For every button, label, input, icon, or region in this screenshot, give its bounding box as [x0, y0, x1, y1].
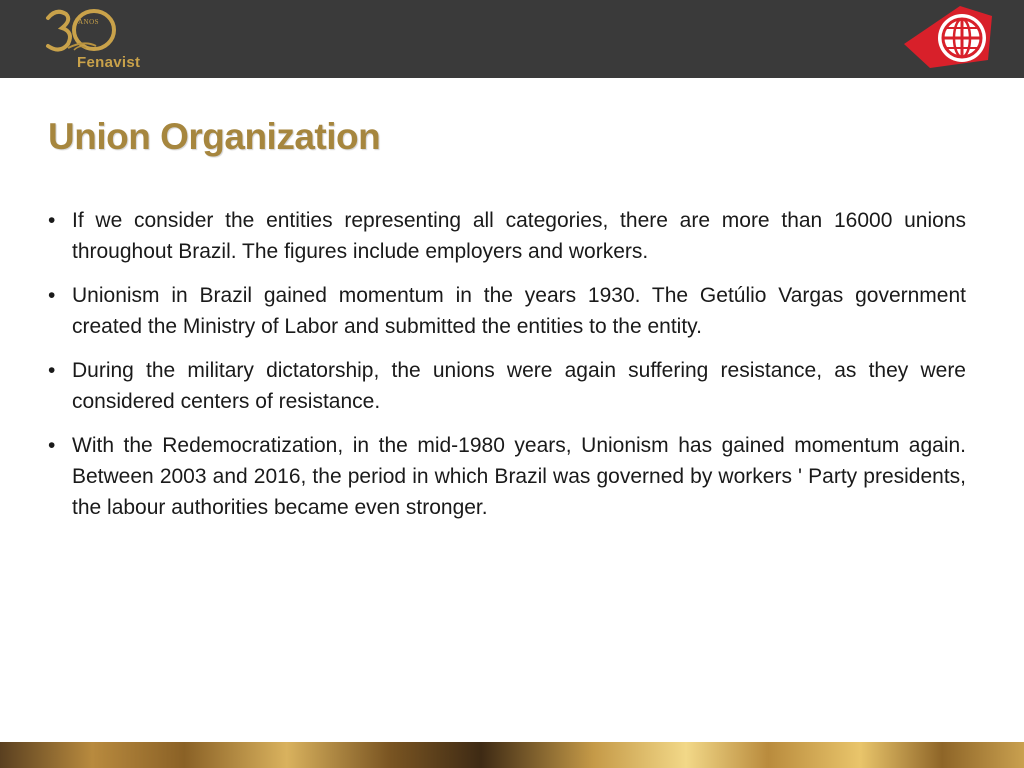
bullet-text: If we consider the entities representing all categories, there are more than 16000 unions throughout Brazil. The figures include employers and workers.: [72, 209, 966, 263]
fenavist-30-anos-logo: [40, 4, 160, 74]
bullet-text: During the military dictatorship, the unions were again suffering resistance, as they were considered centers of resistance.: [72, 359, 966, 413]
slide-title: Union Organization: [48, 116, 381, 157]
header-bar: [0, 0, 1024, 78]
bullet-dot-icon: •: [48, 209, 56, 232]
bullet-item: [48, 430, 966, 523]
bullet-item: [48, 205, 966, 267]
brand-name: Fenavist: [77, 54, 141, 71]
bullet-text: With the Redemocratization, in the mid-1980 years, Unionism has gained momentum again. Between 2003 and 2016, the period in which Brazil was governed by workers ' Party presidents, the labour authorities became even stronger.: [72, 434, 966, 519]
globe-logo-icon: [900, 4, 996, 70]
bullet-item: [48, 355, 966, 417]
bullet-dot-icon: •: [48, 434, 56, 457]
footer-gold-bar: [0, 742, 1024, 768]
bullet-dot-icon: •: [48, 284, 56, 307]
bullet-text: Unionism in Brazil gained momentum in the years 1930. The Getúlio Vargas government created the Ministry of Labor and submitted the entities to the entity.: [72, 284, 966, 338]
anos-label: ANOS: [78, 18, 100, 26]
bullet-item: [48, 280, 966, 342]
globe-logo: [900, 4, 996, 70]
bullet-dot-icon: •: [48, 359, 56, 382]
bullet-list: [48, 205, 966, 536]
